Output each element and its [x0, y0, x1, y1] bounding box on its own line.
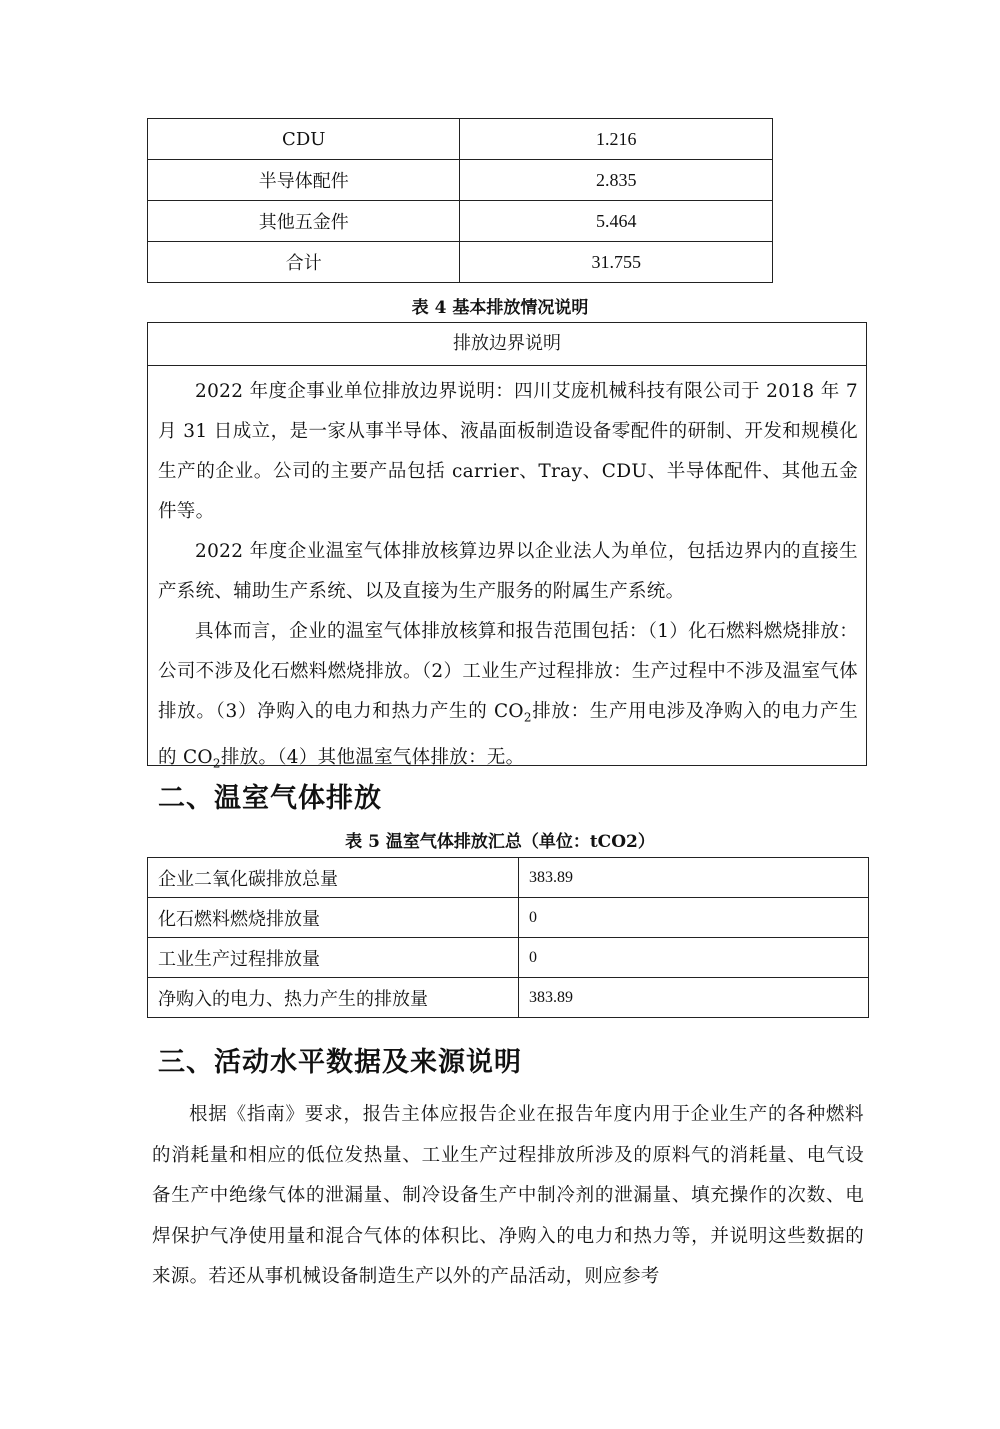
section3-paragraph — [152, 1095, 864, 1298]
boundary-paragraph-1: 2022 年度企事业单位排放边界说明：四川艾庞机械科技有限公司于 2018 年 7 月 31 日成立，是一家从事半导体、液晶面板制造设备零配件的研制、开发和规模化生产的企业。公司的主要产品包括 carrier、Tray、CDU、半导体配件、其他五金件等。 — [158, 381, 858, 522]
table-cell: 0 — [519, 938, 869, 978]
table-row — [148, 160, 773, 201]
table-row — [148, 898, 869, 938]
table-cell: 5.464 — [460, 201, 773, 242]
emission-boundary-table — [147, 322, 867, 771]
table5-caption: 表 5 温室气体排放汇总（单位：tCO2） — [345, 832, 655, 852]
table-cell: 31.755 — [460, 242, 773, 283]
table-cell: 化石燃料燃烧排放量 — [148, 898, 519, 938]
table-cell: 半导体配件 — [148, 160, 460, 201]
table-cell: 净购入的电力、热力产生的排放量 — [148, 978, 519, 1018]
boundary-paragraph-3: 具体而言，企业的温室气体排放核算和报告范围包括：（1）化石燃料燃烧排放：公司不涉及化石燃料燃烧排放。（2）工业生产过程排放：生产过程中不涉及温室气体排放。（3）净购入的电力和热力产生的 $CO_2$排放：生产用电涉及净购入的电力产生的 $CO_2$排放。（4）其他温室气体排放：无。 — [158, 621, 858, 771]
ghg-summary-table — [147, 857, 869, 1018]
table-cell: 2.835 — [460, 160, 773, 201]
table-cell: 企业二氧化碳排放总量 — [148, 858, 519, 898]
product-output-table — [147, 118, 773, 283]
table-header: 排放边界说明 — [148, 323, 866, 366]
table-row — [148, 858, 869, 898]
body-text: 根据《指南》要求，报告主体应报告企业在报告年度内用于企业生产的各种燃料的消耗量和相应的低位发热量、工业生产过程排放所涉及的原料气的消耗量、电气设备生产中绝缘气体的泄漏量、制冷设备生产中制冷剂的泄漏量、填充操作的次数、电焊保护气净使用量和混合气体的体积比、净购入的电力和热力等，并说明这些数据的来源。若还从事机械设备制造生产以外的产品活动，则应参考 — [152, 1104, 864, 1287]
section-heading-2: 二、温室气体排放 — [158, 783, 382, 814]
table-row — [148, 201, 773, 242]
table-cell: 合计 — [148, 242, 460, 283]
table-body — [148, 366, 866, 783]
table-row — [148, 938, 869, 978]
table-cell: 1.216 — [460, 119, 773, 160]
table-row — [148, 119, 773, 160]
table-cell: CDU — [148, 119, 460, 160]
table-cell: 工业生产过程排放量 — [148, 938, 519, 978]
table-cell: 383.89 — [519, 978, 869, 1018]
table-row — [148, 242, 773, 283]
table-cell: 0 — [519, 898, 869, 938]
table-cell: 383.89 — [519, 858, 869, 898]
boundary-paragraph-2: 2022 年度企业温室气体排放核算边界以企业法人为单位，包括边界内的直接生产系统、辅助生产系统、以及直接为生产服务的附属生产系统。 — [158, 541, 858, 602]
table-cell: 其他五金件 — [148, 201, 460, 242]
table4-caption: 表 4 基本排放情况说明 — [411, 298, 589, 318]
section-heading-3: 三、活动水平数据及来源说明 — [158, 1047, 522, 1078]
table-row — [148, 978, 869, 1018]
